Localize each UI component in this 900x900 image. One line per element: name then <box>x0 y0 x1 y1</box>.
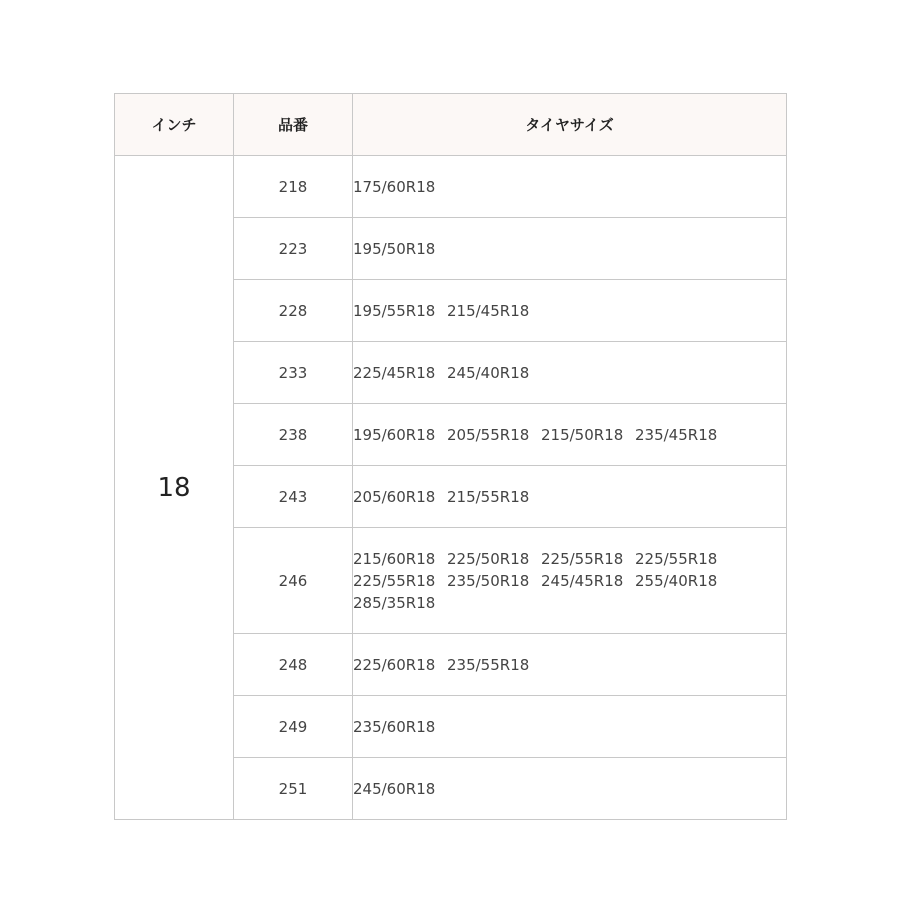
tire-size-list <box>353 486 786 508</box>
tire-sizes-cell <box>353 634 787 696</box>
part-number-cell: 246 <box>234 528 353 634</box>
tire-size-item: 205/55R18 <box>447 425 530 444</box>
tire-size-item: 225/50R18 <box>447 549 530 568</box>
header-inch: インチ <box>115 94 234 156</box>
part-number-cell: 228 <box>234 280 353 342</box>
tire-sizes-cell <box>353 466 787 528</box>
tire-size-list <box>353 778 786 800</box>
tire-sizes-cell <box>353 696 787 758</box>
header-row <box>115 94 787 156</box>
tire-size-list <box>353 238 786 260</box>
tire-size-item: 245/60R18 <box>353 779 436 798</box>
tire-sizes-cell <box>353 758 787 820</box>
inch-cell: 18 <box>115 156 234 820</box>
tire-sizes-cell <box>353 280 787 342</box>
part-number-cell: 238 <box>234 404 353 466</box>
tire-size-item: 245/45R18 <box>541 571 624 590</box>
tire-sizes-cell <box>353 528 787 634</box>
part-number-cell: 248 <box>234 634 353 696</box>
header-part-number: 品番 <box>234 94 353 156</box>
tire-size-item: 225/55R18 <box>541 549 624 568</box>
tire-sizes-cell <box>353 404 787 466</box>
table-row <box>115 156 787 218</box>
tire-sizes-cell <box>353 218 787 280</box>
tire-sizes-cell <box>353 156 787 218</box>
tire-size-item: 215/45R18 <box>447 301 530 320</box>
tire-size-item: 255/40R18 <box>635 571 718 590</box>
tire-size-item: 175/60R18 <box>353 177 436 196</box>
part-number-cell: 249 <box>234 696 353 758</box>
tire-size-item: 195/55R18 <box>353 301 436 320</box>
tire-size-list <box>353 176 786 198</box>
table-body <box>115 156 787 820</box>
tire-size-item: 225/55R18 <box>353 571 436 590</box>
tire-size-table <box>114 93 787 820</box>
tire-size-item: 225/55R18 <box>635 549 718 568</box>
tire-size-item: 195/50R18 <box>353 239 436 258</box>
part-number-cell: 218 <box>234 156 353 218</box>
tire-size-item: 215/55R18 <box>447 487 530 506</box>
part-number-cell: 223 <box>234 218 353 280</box>
tire-size-item: 225/60R18 <box>353 655 436 674</box>
tire-size-item: 245/40R18 <box>447 363 530 382</box>
tire-sizes-cell <box>353 342 787 404</box>
tire-size-item: 285/35R18 <box>353 593 436 612</box>
tire-size-item: 235/55R18 <box>447 655 530 674</box>
tire-size-item: 235/50R18 <box>447 571 530 590</box>
tire-size-list <box>353 716 786 738</box>
tire-size-item: 215/60R18 <box>353 549 436 568</box>
tire-size-list <box>353 300 786 322</box>
part-number-cell: 243 <box>234 466 353 528</box>
tire-size-item: 235/60R18 <box>353 717 436 736</box>
tire-size-item: 225/45R18 <box>353 363 436 382</box>
part-number-cell: 251 <box>234 758 353 820</box>
part-number-cell: 233 <box>234 342 353 404</box>
tire-size-item: 195/60R18 <box>353 425 436 444</box>
tire-size-list <box>353 362 786 384</box>
tire-size-item: 205/60R18 <box>353 487 436 506</box>
tire-size-list <box>353 548 786 614</box>
tire-size-list <box>353 654 786 676</box>
tire-size-item: 235/45R18 <box>635 425 718 444</box>
tire-size-item: 215/50R18 <box>541 425 624 444</box>
tire-size-list <box>353 424 786 446</box>
header-tire-size: タイヤサイズ <box>353 94 787 156</box>
